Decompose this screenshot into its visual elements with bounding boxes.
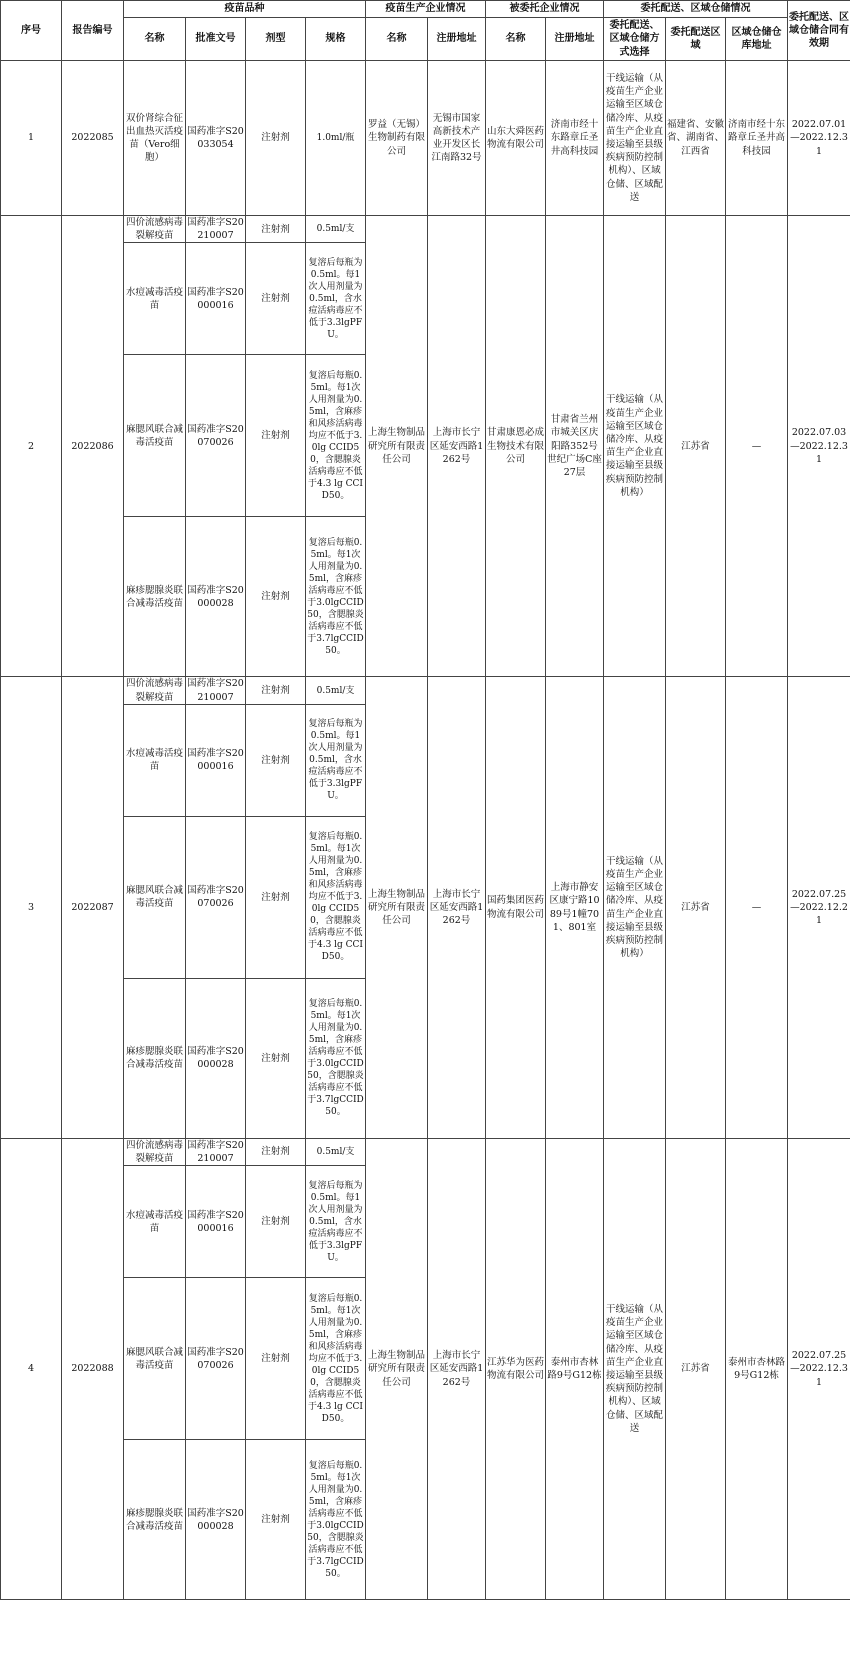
warehouse-addr-cell: — [726, 677, 788, 1138]
vaccine-spec-cell: 复溶后每瓶0.5ml。每1次人用剂量为0.5ml，含麻疹活病毒应不低于3.0lgCCID50，含腮腺炎活病毒应不低于3.7lgCCID50。 [306, 1440, 366, 1600]
producer-name-cell: 上海生物制品研究所有限责任公司 [366, 1138, 428, 1599]
vaccine-name-cell: 四价流感病毒裂解疫苗 [124, 1138, 186, 1165]
vaccine-spec-cell: 0.5ml/支 [306, 1138, 366, 1165]
report-no-cell: 2022088 [62, 1138, 124, 1599]
vaccine-approval-cell: 国药准字S20000016 [186, 1166, 246, 1278]
delivery-region-cell: 江苏省 [666, 1138, 726, 1599]
vaccine-name-cell: 麻疹腮腺炎联合减毒活疫苗 [124, 1440, 186, 1600]
vaccine-name-cell: 四价流感病毒裂解疫苗 [124, 216, 186, 243]
vaccine-spec-cell: 0.5ml/支 [306, 677, 366, 704]
vaccine-name-cell: 麻腮风联合减毒活疫苗 [124, 355, 186, 517]
entrusted-addr-cell: 上海市静安区康宁路1089号1幢701、801室 [546, 677, 604, 1138]
vaccine-form-cell: 注射剂 [246, 61, 306, 216]
header-producer-group: 疫苗生产企业情况 [366, 1, 486, 18]
warehouse-addr-cell: — [726, 216, 788, 677]
delivery-mode-cell: 干线运输（从疫苗生产企业运输至区域仓储冷库、从疫苗生产企业直接运输至县级疾病预防控制机构）、区域仓储、区域配送 [604, 61, 666, 216]
header-vaccine-approval: 批准文号 [186, 18, 246, 61]
vaccine-approval-cell: 国药准字S20210007 [187, 678, 244, 703]
entrusted-addr-cell: 甘肃省兰州市城关区庆阳路352号世纪广场C座27层 [546, 216, 604, 677]
vaccine-approval-cell: 国药准字S20210007 [187, 1139, 244, 1165]
vaccine-spec-cell: 复溶后每瓶为0.5ml。每1次人用剂量为0.5ml，含水痘活病毒应不低于3.3lgPFU。 [306, 1166, 366, 1278]
vaccine-form-cell: 注射剂 [246, 1440, 306, 1600]
vaccine-approval-cell: 国药准字S20070026 [186, 355, 246, 517]
header-producer-name: 名称 [366, 18, 428, 61]
seq-cell: 3 [1, 677, 62, 1138]
vaccine-name-cell: 麻疹腮腺炎联合减毒活疫苗 [124, 978, 186, 1138]
vaccine-name-cell: 四价流感病毒裂解疫苗 [124, 677, 186, 704]
vaccine-spec-cell: 复溶后每瓶0.5ml。每1次人用剂量为0.5ml，含麻疹和风疹活病毒均应不低于3.0lg CCID50，含腮腺炎活病毒应不低于4.3 lg CCID50。 [306, 1278, 366, 1440]
header-vaccine-name: 名称 [124, 18, 186, 61]
vaccine-form-cell: 注射剂 [246, 243, 306, 355]
delivery-region-cell: 江苏省 [666, 677, 726, 1138]
vaccine-form-cell: 注射剂 [246, 216, 306, 243]
delivery-region-cell: 福建省、安徽省、湖南省、江西省 [666, 61, 726, 216]
warehouse-addr-cell: 济南市经十东路章丘圣井高科技园 [726, 61, 788, 216]
vaccine-name-cell: 水痘减毒活疫苗 [124, 243, 186, 355]
vaccine-approval-cell: 国药准字S20000016 [186, 243, 246, 355]
producer-name-cell: 上海生物制品研究所有限责任公司 [366, 216, 428, 677]
vaccine-name-cell: 麻腮风联合减毒活疫苗 [124, 1278, 186, 1440]
header-report-no: 报告编号 [62, 1, 124, 61]
seq-cell: 1 [1, 61, 62, 216]
producer-addr-cell: 上海市长宁区延安西路1262号 [428, 1138, 486, 1599]
vaccine-spec-cell: 复溶后每瓶0.5ml。每1次人用剂量为0.5ml，含麻疹和风疹活病毒均应不低于3.0lg CCID50，含腮腺炎活病毒应不低于4.3 lg CCID50。 [306, 355, 366, 517]
vaccine-spec-cell: 复溶后每瓶0.5ml。每1次人用剂量为0.5ml，含麻疹活病毒应不低于3.0lgCCID50，含腮腺炎活病毒应不低于3.7lgCCID50。 [306, 978, 366, 1138]
vaccine-approval-cell: 国药准字S20000028 [186, 1440, 246, 1600]
table-row [1, 677, 850, 704]
vaccine-form-cell: 注射剂 [246, 978, 306, 1138]
entrusted-name-cell: 江苏华为医药物流有限公司 [486, 1138, 546, 1599]
vaccine-form-cell: 注射剂 [246, 517, 306, 677]
header-seq: 序号 [1, 1, 62, 61]
header-producer-addr: 注册地址 [428, 18, 486, 61]
header-validity: 委托配送、区域仓储合同有效期 [788, 1, 850, 61]
table-row [1, 216, 850, 243]
producer-addr-cell: 上海市长宁区延安西路1262号 [428, 216, 486, 677]
vaccine-name-cell: 麻腮风联合减毒活疫苗 [124, 816, 186, 978]
header-delivery-region: 委托配送区域 [666, 18, 726, 61]
delivery-mode-cell: 干线运输（从疫苗生产企业运输至区域仓储冷库、从疫苗生产企业直接运输至县级疾病预防控制机构）、区域仓储、区域配送 [604, 1138, 666, 1599]
entrusted-addr-cell: 济南市经十东路章丘圣井高科技园 [546, 61, 604, 216]
producer-name-cell: 罗益（无锡）生物制药有限公司 [366, 61, 428, 216]
vaccine-form-cell: 注射剂 [246, 704, 306, 816]
warehouse-addr-cell: 泰州市杏林路9号G12栋 [726, 1138, 788, 1599]
validity-cell: 2022.07.01—2022.12.31 [788, 61, 850, 216]
header-warehouse-addr: 区域仓储仓库地址 [726, 18, 788, 61]
table-body [1, 61, 850, 1600]
validity-cell: 2022.07.25—2022.12.21 [788, 677, 850, 1138]
vaccine-spec-cell: 复溶后每瓶为0.5ml。每1次人用剂量为0.5ml，含水痘活病毒应不低于3.3lgPFU。 [306, 704, 366, 816]
vaccine-spec-cell: 0.5ml/支 [306, 216, 366, 243]
entrusted-name-cell: 山东大舜医药物流有限公司 [486, 61, 546, 216]
vaccine-form-cell: 注射剂 [246, 355, 306, 517]
vaccine-approval-cell: 国药准字S20033054 [186, 61, 246, 216]
validity-cell: 2022.07.25—2022.12.31 [788, 1138, 850, 1599]
header-delivery-group: 委托配送、区域仓储情况 [604, 1, 788, 18]
producer-addr-cell: 无锡市国家高新技术产业开发区长江南路32号 [428, 61, 486, 216]
vaccine-name-cell: 水痘减毒活疫苗 [124, 704, 186, 816]
producer-name-cell: 上海生物制品研究所有限责任公司 [366, 677, 428, 1138]
vaccine-form-cell: 注射剂 [246, 1278, 306, 1440]
table-row [1, 1138, 850, 1165]
header-vaccine-spec: 规格 [306, 18, 366, 61]
delivery-mode-cell: 干线运输（从疫苗生产企业运输至区域仓储冷库、从疫苗生产企业直接运输至县级疾病预防控制机构） [604, 677, 666, 1138]
header-entrusted-addr: 注册地址 [546, 18, 604, 61]
validity-cell: 2022.07.03—2022.12.31 [788, 216, 850, 677]
vaccine-form-cell: 注射剂 [246, 816, 306, 978]
report-no-cell: 2022086 [62, 216, 124, 677]
seq-cell: 2 [1, 216, 62, 677]
vaccine-spec-cell: 复溶后每瓶0.5ml。每1次人用剂量为0.5ml，含麻疹和风疹活病毒均应不低于3.0lg CCID50，含腮腺炎活病毒应不低于4.3 lg CCID50。 [306, 816, 366, 978]
vaccine-spec-cell: 1.0ml/瓶 [306, 61, 366, 216]
vaccine-name-cell: 双价肾综合征出血热灭活疫苗（Vero细胞） [124, 61, 186, 216]
vaccine-approval-cell: 国药准字S20210007 [187, 217, 244, 242]
report-no-cell: 2022087 [62, 677, 124, 1138]
entrusted-name-cell: 国药集团医药物流有限公司 [486, 677, 546, 1138]
entrusted-addr-cell: 泰州市杏林路9号G12栋 [546, 1138, 604, 1599]
vaccine-form-cell: 注射剂 [246, 1138, 306, 1165]
header-delivery-mode: 委托配送、区域仓储方式选择 [604, 18, 666, 61]
report-no-cell: 2022085 [62, 61, 124, 216]
entrusted-name-cell: 甘肃康恩必成生物技术有限公司 [486, 216, 546, 677]
vaccine-approval-cell: 国药准字S20000016 [186, 704, 246, 816]
vaccine-approval-cell: 国药准字S20000028 [186, 517, 246, 677]
vaccine-spec-cell: 复溶后每瓶为0.5ml。每1次人用剂量为0.5ml，含水痘活病毒应不低于3.3lgPFU。 [306, 243, 366, 355]
producer-addr-cell: 上海市长宁区延安西路1262号 [428, 677, 486, 1138]
vaccine-form-cell: 注射剂 [246, 1166, 306, 1278]
delivery-region-cell: 江苏省 [666, 216, 726, 677]
vaccine-name-cell: 水痘减毒活疫苗 [124, 1166, 186, 1278]
seq-cell: 4 [1, 1138, 62, 1599]
header-vaccine-group: 疫苗品种 [124, 1, 366, 18]
vaccine-form-cell: 注射剂 [246, 677, 306, 704]
vaccine-approval-cell: 国药准字S20070026 [186, 1278, 246, 1440]
vaccine-approval-cell: 国药准字S20070026 [186, 816, 246, 978]
header-vaccine-form: 剂型 [246, 18, 306, 61]
vaccine-approval-cell: 国药准字S20000028 [186, 978, 246, 1138]
vaccine-spec-cell: 复溶后每瓶0.5ml。每1次人用剂量为0.5ml，含麻疹活病毒应不低于3.0lgCCID50，含腮腺炎活病毒应不低于3.7lgCCID50。 [306, 517, 366, 677]
delivery-mode-cell: 干线运输（从疫苗生产企业运输至区域仓储冷库、从疫苗生产企业直接运输至县级疾病预防控制机构） [604, 216, 666, 677]
vaccine-name-cell: 麻疹腮腺炎联合减毒活疫苗 [124, 517, 186, 677]
header-entrusted-name: 名称 [486, 18, 546, 61]
table-row [1, 61, 850, 216]
header-entrusted-group: 被委托企业情况 [486, 1, 604, 18]
